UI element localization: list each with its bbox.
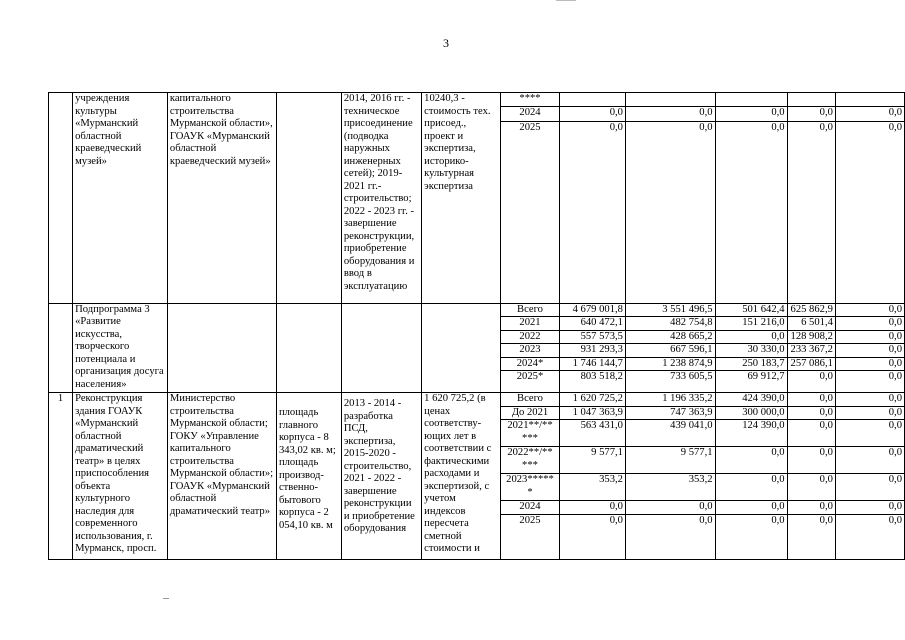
year-cell: 2025* xyxy=(500,371,559,393)
value-cell: 1 238 874,9 xyxy=(625,357,715,371)
year-cell: 2023 xyxy=(500,344,559,358)
total-cell: 0,0 xyxy=(560,106,626,121)
total-cell: 563 431,0 xyxy=(560,420,626,447)
value-cell: 0,0 xyxy=(625,514,715,559)
capacity-cell: площадь главного корпуса - 8 343,02 кв. м; площадь производ-ственно-бытового корпуса - 2 054,10 кв. м xyxy=(276,393,341,560)
value-cell: 353,2 xyxy=(625,474,715,501)
year-cell: 2021**/** *** xyxy=(500,420,559,447)
table-row xyxy=(49,393,905,407)
table-row xyxy=(49,303,905,317)
year-cell: 2024 xyxy=(500,106,559,121)
value-cell: 0,0 xyxy=(787,406,835,420)
year-cell: 2025 xyxy=(500,121,559,303)
value-cell: 0,0 xyxy=(787,420,835,447)
page-number: 3 xyxy=(443,36,449,50)
value-cell: 9 577,1 xyxy=(625,447,715,474)
value-cell: 439 041,0 xyxy=(625,420,715,447)
value-cell: 0,0 xyxy=(787,393,835,407)
year-cell: Всего xyxy=(500,303,559,317)
value-cell: 0,0 xyxy=(835,514,904,559)
value-cell xyxy=(835,93,904,107)
value-cell: 124 390,0 xyxy=(715,420,787,447)
total-cell: 0,0 xyxy=(560,501,626,515)
total-cell: 803 518,2 xyxy=(560,371,626,393)
total-cell: 1 746 144,7 xyxy=(560,357,626,371)
value-cell: 0,0 xyxy=(835,317,904,331)
value-cell: 0,0 xyxy=(715,501,787,515)
total-cell: 9 577,1 xyxy=(560,447,626,474)
total-cell: 1 047 363,9 xyxy=(560,406,626,420)
value-cell: 1 196 335,2 xyxy=(625,393,715,407)
stages-cell: 2013 - 2014 - разработка ПСД, экспертиза, 2015-2020 - строительство, 2021 - 2022 - завершение реконструкции и приобретение оборудования xyxy=(341,393,421,560)
value-cell: 3 551 496,5 xyxy=(625,303,715,317)
cost-cell: 1 620 725,2 (в ценах соответству-ющих лет в соответствии с фактическими расходами и экспертизой, с учетом индексов пересчета сметной стоимости и xyxy=(422,393,501,560)
value-cell: 0,0 xyxy=(715,447,787,474)
value-cell: 0,0 xyxy=(715,514,787,559)
capacity-cell xyxy=(276,303,341,393)
value-cell xyxy=(625,93,715,107)
value-cell: 0,0 xyxy=(835,393,904,407)
value-cell: 0,0 xyxy=(835,106,904,121)
value-cell: 428 665,2 xyxy=(625,330,715,344)
table-row xyxy=(49,93,905,107)
year-cell: **** xyxy=(500,93,559,107)
total-cell: 0,0 xyxy=(560,514,626,559)
year-cell: До 2021 xyxy=(500,406,559,420)
value-cell: 300 000,0 xyxy=(715,406,787,420)
year-cell: 2024* xyxy=(500,357,559,371)
year-cell: 2024 xyxy=(500,501,559,515)
value-cell: 0,0 xyxy=(835,406,904,420)
value-cell: 151 216,0 xyxy=(715,317,787,331)
value-cell: 257 086,1 xyxy=(787,357,835,371)
stages-cell xyxy=(341,303,421,393)
total-cell: 4 679 001,8 xyxy=(560,303,626,317)
year-cell: 2025 xyxy=(500,514,559,559)
name-cell: учреждения культуры «Мурманский областной краеведческий музей» xyxy=(73,93,168,304)
value-cell: 0,0 xyxy=(835,330,904,344)
value-cell: 0,0 xyxy=(787,514,835,559)
executor-cell: Министерство строительства Мурманской области; ГОКУ «Управление капитального строительства Мурманской области»; ГОАУК «Мурманский областной драматический театр» xyxy=(167,393,276,560)
value-cell: 69 912,7 xyxy=(715,371,787,393)
value-cell: 0,0 xyxy=(835,420,904,447)
value-cell: 0,0 xyxy=(625,121,715,303)
value-cell: 0,0 xyxy=(715,121,787,303)
value-cell: 0,0 xyxy=(625,106,715,121)
value-cell: 0,0 xyxy=(715,106,787,121)
year-cell: 2021 xyxy=(500,317,559,331)
value-cell: 233 367,2 xyxy=(787,344,835,358)
value-cell: 424 390,0 xyxy=(715,393,787,407)
subprogram-name-cell: Подпрограмма 3 «Развитие искусства, творческого потенциала и организация досуга населения» xyxy=(73,303,168,393)
value-cell: 0,0 xyxy=(787,447,835,474)
total-cell: 640 472,1 xyxy=(560,317,626,331)
cost-cell xyxy=(422,303,501,393)
value-cell: 0,0 xyxy=(715,474,787,501)
value-cell: 482 754,8 xyxy=(625,317,715,331)
value-cell: 0,0 xyxy=(835,501,904,515)
value-cell: 0,0 xyxy=(835,357,904,371)
value-cell: 0,0 xyxy=(625,501,715,515)
value-cell xyxy=(787,93,835,107)
value-cell: 0,0 xyxy=(787,371,835,393)
stages-cell: 2014, 2016 гг. - техническое присоединение (подводка наружных инженерных сетей); 2019-2021 гг.- строительство; 2022 - 2023 гг. - завершение реконструкции, приобретение оборудования и ввод в эксплуатацию xyxy=(341,93,421,304)
year-cell: 2023***** * xyxy=(500,474,559,501)
total-cell: 931 293,3 xyxy=(560,344,626,358)
value-cell: 625 862,9 xyxy=(787,303,835,317)
value-cell: 30 330,0 xyxy=(715,344,787,358)
value-cell: 0,0 xyxy=(787,474,835,501)
value-cell xyxy=(715,93,787,107)
value-cell: 667 596,1 xyxy=(625,344,715,358)
year-cell: 2022 xyxy=(500,330,559,344)
index-cell xyxy=(49,303,73,393)
value-cell: 733 605,5 xyxy=(625,371,715,393)
value-cell: 6 501,4 xyxy=(787,317,835,331)
value-cell: 0,0 xyxy=(787,121,835,303)
total-cell: 0,0 xyxy=(560,121,626,303)
index-cell xyxy=(49,93,73,304)
value-cell: 128 908,2 xyxy=(787,330,835,344)
value-cell: 0,0 xyxy=(787,501,835,515)
scan-mark xyxy=(163,598,169,599)
executor-cell: капитального строительства Мурманской области», ГОАУК «Мурманский областной краеведческий музей» xyxy=(167,93,276,304)
cost-cell: 10240,3 - стоимость тех. присоед., проект и экспертиза, историко-культурная экспертиза xyxy=(422,93,501,304)
value-cell: 0,0 xyxy=(835,303,904,317)
total-cell: 557 573,5 xyxy=(560,330,626,344)
value-cell: 0,0 xyxy=(835,474,904,501)
year-cell: Всего xyxy=(500,393,559,407)
index-cell: 1 xyxy=(49,393,73,560)
value-cell: 250 183,7 xyxy=(715,357,787,371)
name-cell: Реконструкция здания ГОАУК «Мурманский областной драматический театр» в целях приспособления объекта культурного наследия для современного использования, г. Мурманск, просп. xyxy=(73,393,168,560)
value-cell: 0,0 xyxy=(787,106,835,121)
executor-cell xyxy=(167,303,276,393)
value-cell: 0,0 xyxy=(715,330,787,344)
total-cell: 353,2 xyxy=(560,474,626,501)
year-cell: 2022**/** *** xyxy=(500,447,559,474)
value-cell: 0,0 xyxy=(835,344,904,358)
total-cell xyxy=(560,93,626,107)
value-cell: 0,0 xyxy=(835,371,904,393)
value-cell: 0,0 xyxy=(835,121,904,303)
total-cell: 1 620 725,2 xyxy=(560,393,626,407)
capacity-cell xyxy=(276,93,341,304)
value-cell: 747 363,9 xyxy=(625,406,715,420)
value-cell: 501 642,4 xyxy=(715,303,787,317)
scan-mark xyxy=(556,0,576,1)
value-cell: 0,0 xyxy=(835,447,904,474)
program-table xyxy=(48,92,905,560)
